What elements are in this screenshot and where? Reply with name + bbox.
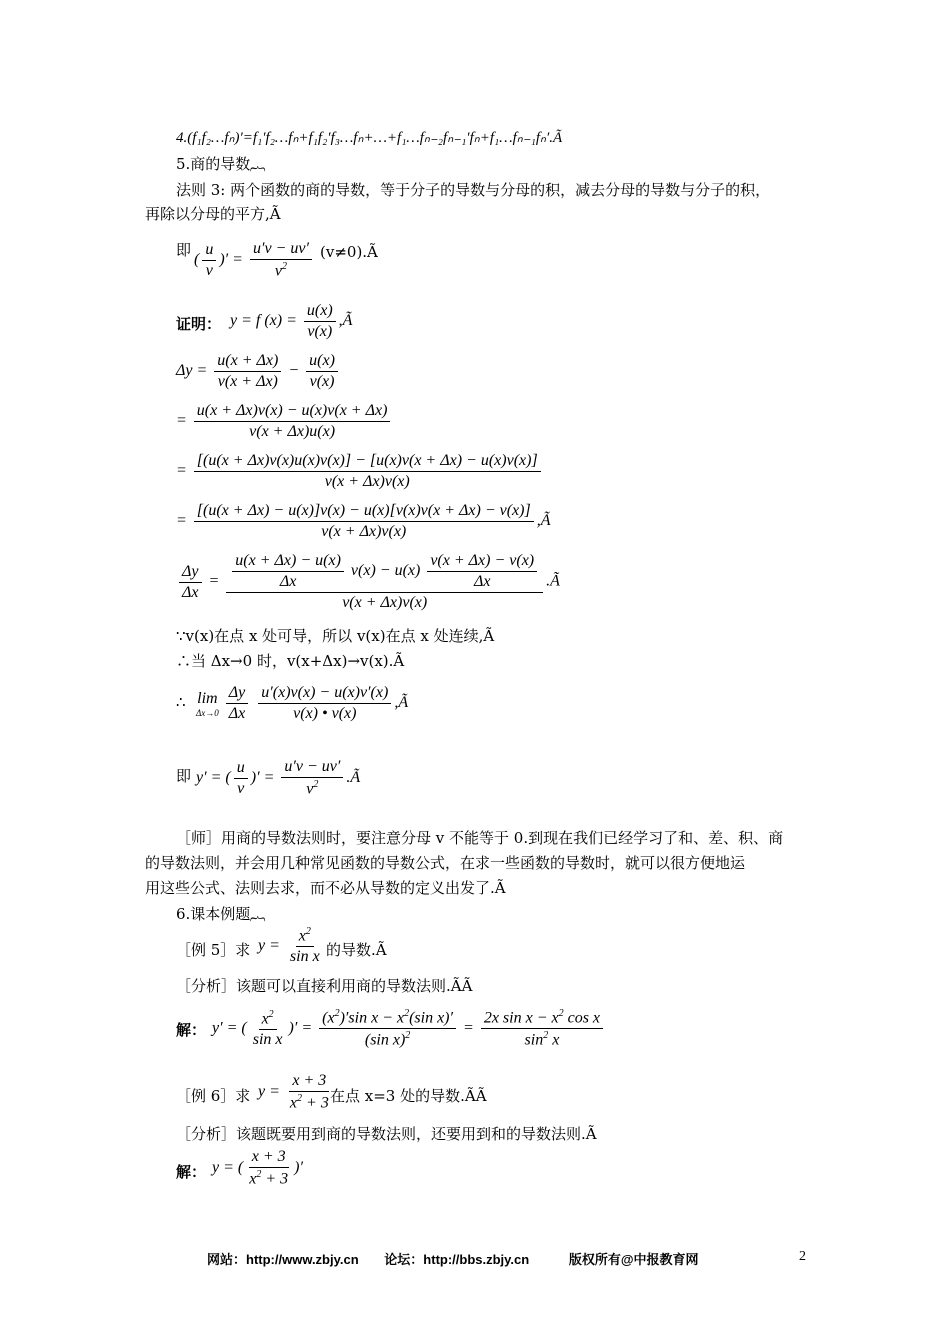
analysis6-line: ［分析］该题既要用到商的导数法则，还要用到和的导数法则.Ã <box>176 1125 597 1143</box>
example5-function: y = $\frac{x^2}{\text{sin x}}$ <box>258 926 320 966</box>
limit-line: lim Δx→0 $\frac{\Delta y}{\Delta x}$ $\frac{u'(x)v(x) - u(x)v'(x)}{v(x) • v(x)}$ ,Ã <box>196 684 409 722</box>
solution6-formula: y = ( $\frac{x + 3}{x^2 + 3}$ )′ <box>212 1148 303 1188</box>
delta-y-line: Δy = $\frac{u(x + \Delta x)}{v(x + \Delta x)}$ − $\frac{u(x)}{v(x)}$ <box>176 352 341 391</box>
step1-line: = $\frac{u(x + \Delta x)v(x) - u(x)v(x + \Delta x)}{v(x + \Delta x)u(x)}$ <box>176 402 393 441</box>
teacher-line1: ［师］用商的导数法则时，要注意分母 v 不能等于 0.到现在我们已经学习了和、差、积、商 <box>176 829 784 847</box>
footer-copyright: 版权所有@中报教育网 <box>568 1252 699 1267</box>
proof-function-def: y = f (x) = $\frac{u(x)}{v(x)}$ ,Ã <box>230 302 353 340</box>
rule3-line2: 再除以分母的平方,Ã <box>145 205 281 223</box>
section6-heading: 6.课本例题︷ <box>176 905 266 923</box>
quotient-rule-result: y′ = ( $\frac{u}{v}$ )′ = $\frac{u'v - uv'}{v^2}$ .Ã <box>196 758 361 798</box>
solution5-formula: y′ = ( $\frac{x^2}{\text{sin x}}$ )′ = $\frac{(x^2)'\sin x - x^2(\sin x)'}{(\sin x)^2}$ = $\frac{2x \sin x - x^2 \cos x}{\sin^2 x}$ <box>212 1008 606 1050</box>
example6-label: ［例 6］求 <box>176 1087 251 1105</box>
teacher-line3: 用这些公式、法则去求，而不必从导数的定义出发了.Ã <box>145 879 506 897</box>
difference-quotient-line: $\frac{\Delta y}{\Delta x}$ = $\frac{u(x + \Delta x) - u(x)}{\Delta x}$ v(x) − u(x) $\frac{v(x + \Delta x) - v(x)}{\Delta x}$ v(x + Δx)v(x) .Ã <box>176 552 560 612</box>
quotient-rule-formula: ( $\frac{u}{v}$ )′ = $\frac{u'v - uv'}{v^2}$ <box>194 240 315 280</box>
since-line1: ∵v(x)在点 x 处可导，所以 v(x)在点 x 处连续,Ã <box>176 627 495 645</box>
example5-label: ［例 5］求 <box>176 941 251 959</box>
footer-website-link[interactable]: 网站：http://www.zbjy.cn <box>207 1252 359 1267</box>
ji-label-2: 即 <box>176 767 192 785</box>
example6-tail: 在点 x=3 处的导数.ÃÃ <box>330 1087 487 1105</box>
example5-tail: 的导数.Ã <box>326 941 387 959</box>
solution6-label: 解： <box>176 1163 207 1181</box>
analysis5-line: ［分析］该题可以直接利用商的导数法则.ÃÃ <box>176 977 473 995</box>
solution5-label: 解： <box>176 1021 207 1039</box>
page-number: 2 <box>799 1249 806 1264</box>
proof-label: 证明： <box>176 315 222 333</box>
rule4-line: 4.(f₁f₂…fₙ)′=f₁′f₂…fₙ+f₁f₂′f₃…fₙ+…+f₁…fₙ₋₂fₙ₋₁′fₙ+f₁…fₙ₋₁fₙ′.Ã <box>176 130 563 146</box>
therefore-symbol: ∴ <box>176 693 186 711</box>
rule3-line1: 法则 3: 两个函数的商的导数，等于分子的导数与分母的积，减去分母的导数与分子的积， <box>176 181 771 199</box>
teacher-line2: 的导数法则，并会用几种常见函数的导数公式，在求一些函数的导数时，就可以很方便地运 <box>145 854 746 872</box>
section5-heading: 5.商的导数︷ <box>176 155 266 173</box>
condition-text: (v≠0).Ã <box>320 243 378 261</box>
footer-forum-link[interactable]: 论坛：http://bbs.zbjy.cn <box>384 1252 530 1267</box>
step3-line: = $\frac{[(u(x + \Delta x) - u(x)]v(x) - u(x)[v(x)v(x + \Delta x) - v(x)]}{v(x + \Delta x)v(x)}$ ,Ã <box>176 502 551 540</box>
since-line2: ∴当 Δx→0 时，v(x+Δx)→v(x).Ã <box>176 652 405 670</box>
step2-line: = $\frac{[(u(x + \Delta x)v(x)u(x)v(x)] - [u(x)v(x + \Delta x) - u(x)v(x)]}{v(x + \Delta x)v(x)}$ <box>176 452 544 491</box>
ji-label: 即 <box>176 241 192 259</box>
example6-function: y = $\frac{x + 3}{x^2 + 3}$ <box>258 1072 329 1112</box>
page-footer <box>207 1249 721 1268</box>
